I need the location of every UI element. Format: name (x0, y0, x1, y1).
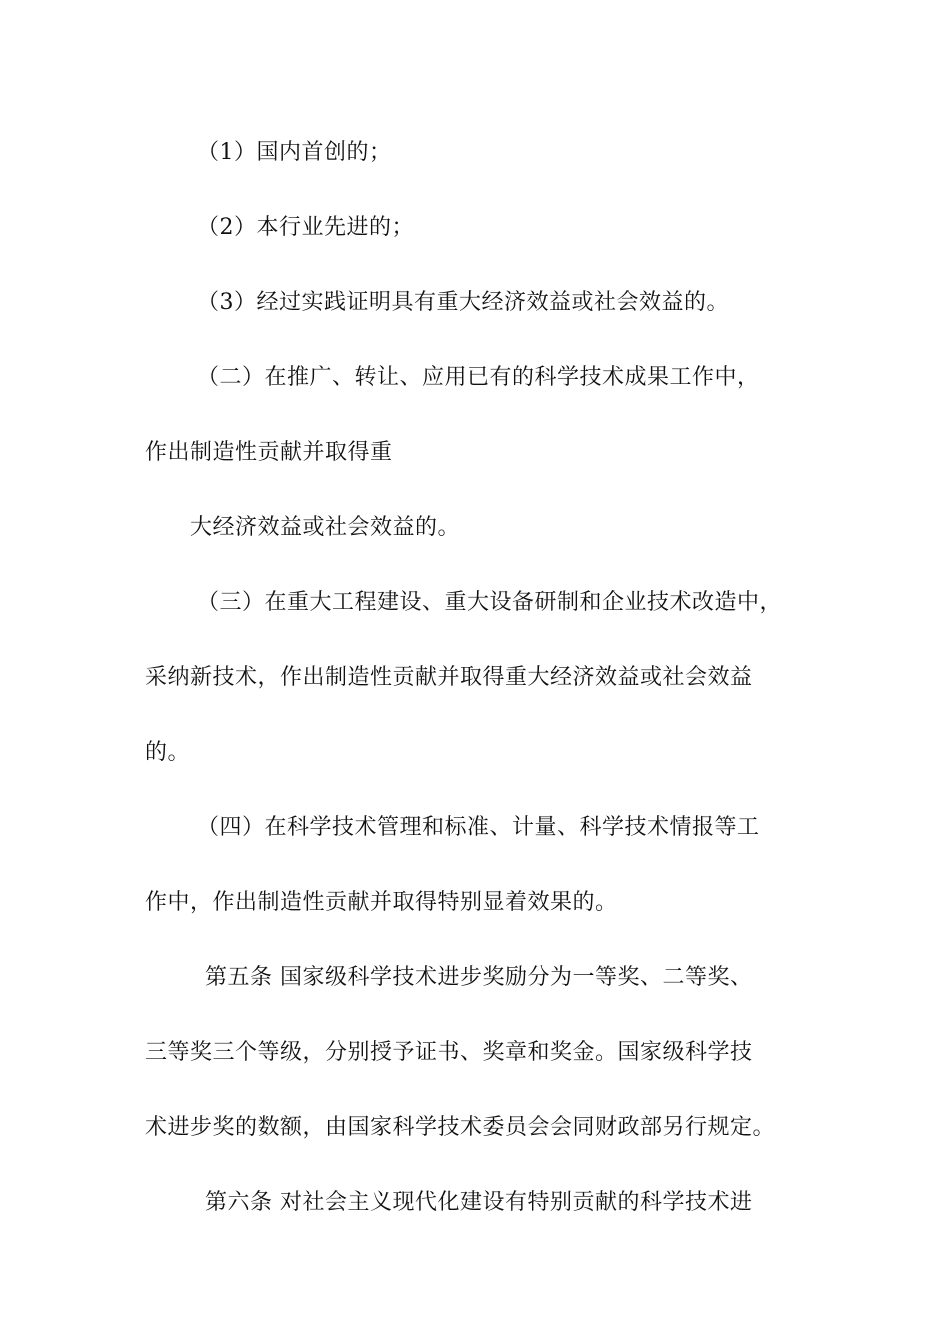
paragraph-three-line-1: （三）在重大工程建设、重大设备研制和企业技术改造中， (197, 590, 783, 615)
article-five-line-3: 术进步奖的数额，由国家科学技术委员会会同财政部另行规定。 (145, 1115, 776, 1140)
paragraph-two-line-2: 作出制造性贡献并取得重 (145, 440, 393, 465)
paragraph-three-line-2: 采纳新技术，作出制造性贡献并取得重大经济效益或社会效益 (145, 665, 753, 690)
article-six-line-1: 第六条 对社会主义现代化建设有特别贡献的科学技术进 (205, 1190, 753, 1215)
list-item-3: （3）经过实践证明具有重大经济效益或社会效益的。 (197, 290, 729, 315)
paragraph-two-line-1: （二）在推广、转让、应用已有的科学技术成果工作中， (197, 365, 760, 390)
paragraph-four-line-1: （四）在科学技术管理和标准、计量、科学技术情报等工 (197, 815, 760, 840)
paragraph-two-line-3: 大经济效益或社会效益的。 (190, 515, 461, 540)
article-five-line-2: 三等奖三个等级，分别授予证书、奖章和奖金。国家级科学技 (145, 1040, 753, 1065)
list-item-1: （1）国内首创的； (197, 140, 392, 165)
paragraph-three-line-3: 的。 (145, 740, 191, 765)
article-five-line-1: 第五条 国家级科学技术进步奖励分为一等奖、二等奖、 (205, 965, 753, 990)
list-item-2: （2）本行业先进的； (197, 215, 414, 240)
paragraph-four-line-2: 作中，作出制造性贡献并取得特别显着效果的。 (145, 890, 618, 915)
